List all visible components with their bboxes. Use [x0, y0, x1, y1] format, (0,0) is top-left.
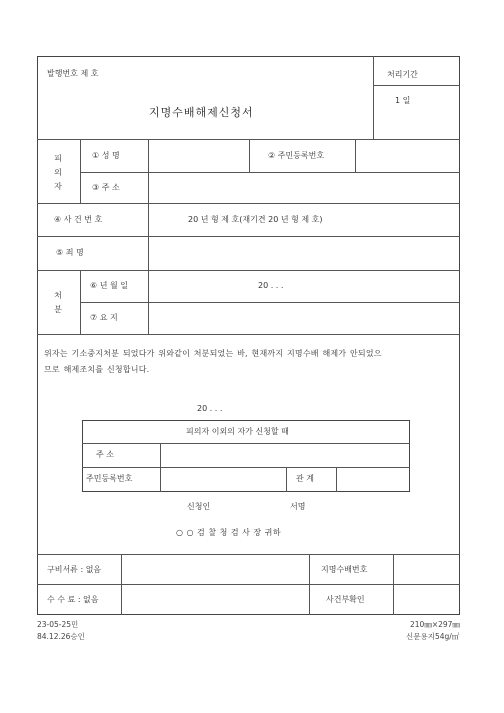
approval-date: 84.12.26승인	[37, 632, 85, 641]
divider-suspect-1	[80, 172, 460, 173]
inner-divider-v3	[336, 467, 337, 492]
crime-label: ⑤ 죄 명	[56, 248, 84, 257]
other-address-label: 주 소	[96, 450, 114, 459]
divider-v-labels	[148, 139, 149, 334]
case-number-label: ④ 사 건 번 호	[54, 215, 103, 224]
wanted-number-label: 지명수배번호	[321, 565, 368, 574]
divider-bottom	[37, 554, 460, 555]
divider-v-bottom-3	[393, 554, 394, 615]
inner-divider-v1	[160, 443, 161, 492]
processing-period-value: 1 일	[395, 96, 411, 105]
divider-crime	[37, 270, 460, 271]
inner-divider-1	[82, 443, 410, 444]
divider-disposition-end	[37, 334, 460, 335]
relation-label: 관 계	[296, 474, 314, 483]
disposition-label: 처 분	[54, 291, 62, 314]
inner-divider-2	[82, 467, 410, 468]
divider-v-processing	[373, 56, 374, 140]
divider-case	[37, 236, 460, 237]
divider-v-rrn-right	[355, 139, 356, 172]
form-title: 지명수배해제신청서	[149, 106, 254, 119]
other-rrn-label: 주민등록번호	[86, 474, 133, 483]
paper-size: 210㎜×297㎜	[410, 620, 460, 629]
fee: 수 수 료 : 없음	[47, 595, 99, 604]
divider-disposition-1	[80, 302, 460, 303]
disposition-summary-label: ⑦ 요 지	[90, 313, 118, 322]
name-label: ① 성 명	[92, 151, 120, 160]
applicant-label: 신청인	[187, 502, 211, 511]
application-date: 20 . . .	[197, 404, 223, 413]
case-register-confirm-label: 사건부확인	[326, 595, 365, 604]
issue-number: 발행번호 제 호	[47, 69, 99, 78]
divider-v-suspect	[80, 139, 81, 203]
rrn-label: ② 주민등록번호	[268, 151, 325, 160]
addressee: ○ ○ 검 찰 청 검 사 장 귀하	[176, 528, 282, 537]
case-number-value: 20 년 형 제 호(재기견 20 년 형 제 호)	[188, 215, 323, 224]
required-documents: 구비서류 : 없음	[47, 565, 102, 574]
address-label: ③ 주 소	[92, 183, 120, 192]
disposition-date-label: ⑥ 년 월 일	[90, 281, 128, 290]
paper-type: 신문용지54g/㎡	[406, 632, 460, 641]
divider-suspect-end	[37, 203, 460, 204]
statement-line-2: 므로 해제조치를 신청합니다.	[44, 365, 150, 374]
disposition-date-value: 20 . . .	[258, 281, 284, 290]
other-applicant-title: 피의자 이외의 자가 신청할 때	[186, 427, 289, 436]
divider-v-disposition	[80, 270, 81, 334]
divider-v-bottom-1	[121, 554, 122, 615]
divider-v-bottom-2	[309, 554, 310, 615]
inner-divider-v2	[286, 467, 287, 492]
divider-bottom-2	[37, 584, 460, 585]
form-code: 23-05-25민	[37, 620, 79, 629]
signature-label: 서명	[290, 502, 306, 511]
divider-v-rrn-left	[249, 139, 250, 172]
statement-line-1: 위자는 기소중지처분 되었다가 위와같이 처분되었는 바, 현재까지 지명수배 해제가 안되었으	[44, 349, 382, 358]
processing-period-label: 처리기간	[387, 70, 418, 79]
divider-processing	[373, 85, 460, 86]
suspect-label: 피 의 자	[54, 154, 62, 191]
